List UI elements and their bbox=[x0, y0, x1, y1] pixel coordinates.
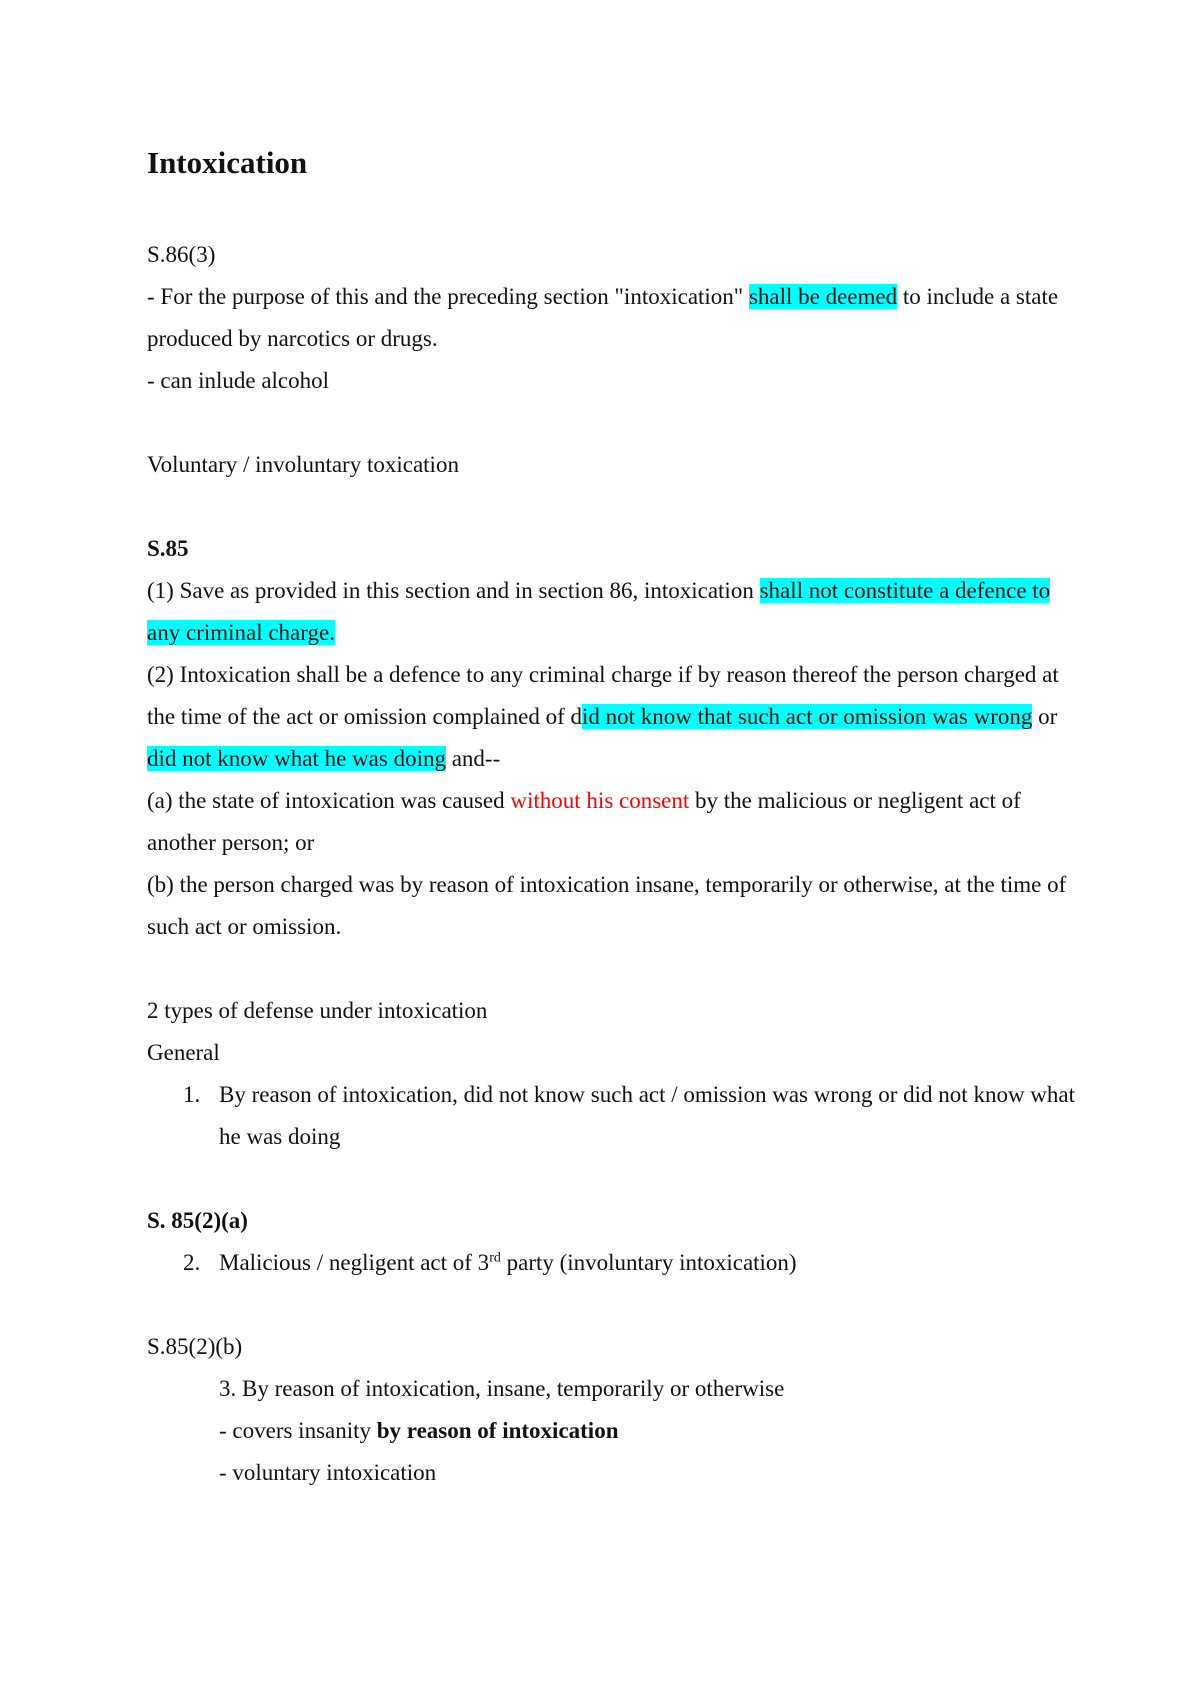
page-title: Intoxication bbox=[147, 145, 308, 180]
highlight: id not know that such act or omission was wrong bbox=[581, 704, 1033, 729]
list-item: 3. By reason of intoxication, insane, temporarily or otherwise bbox=[219, 1376, 785, 1401]
voluntary-heading: Voluntary / involuntary toxication bbox=[147, 452, 459, 477]
types-heading: 2 types of defense under intoxication bbox=[147, 998, 488, 1023]
s86-heading: S.86(3) bbox=[147, 242, 216, 267]
list-item: 2. Malicious / negligent act of 3rd party (involuntary intoxication) bbox=[183, 1250, 797, 1275]
s85-2b-heading: S.85(2)(b) bbox=[147, 1334, 243, 1359]
covers-note: - covers insanity by reason of intoxication bbox=[219, 1418, 619, 1443]
s85-clause-b: (b) the person charged was by reason of intoxication insane, temporarily or otherwise, at the time of such act or omission. bbox=[147, 872, 1067, 939]
highlight: did not know what he was doing bbox=[147, 746, 446, 771]
document-body bbox=[147, 140, 1077, 1494]
list-item: 1. By reason of intoxication, did not know such act / omission was wrong or did not know what he was doing bbox=[183, 1082, 1076, 1149]
s86-definition: - For the purpose of this and the preceding section "intoxication" shall be deemed to include a state produced by narcotics or drugs. bbox=[147, 284, 1059, 351]
s85-2a-heading: S. 85(2)(a) bbox=[147, 1208, 248, 1233]
s85-subsection-2: (2) Intoxication shall be a defence to any criminal charge if by reason thereof the person charged at the time of the act or omission complained of did not know that such act or omission was wrong or did not know what he was doing and-- bbox=[147, 662, 1059, 771]
s85-heading: S.85 bbox=[147, 536, 189, 561]
s85-clause-a: (a) the state of intoxication was caused without his consent by the malicious or negligent act of another person; or bbox=[147, 788, 1021, 855]
highlight: shall be deemed bbox=[748, 284, 898, 309]
red-text: without his consent bbox=[510, 788, 690, 813]
s86-note: - can inlude alcohol bbox=[147, 368, 330, 393]
voluntary-note: - voluntary intoxication bbox=[219, 1460, 437, 1485]
general-label: General bbox=[147, 1040, 220, 1065]
highlight: shall not constitute a defence to any criminal charge. bbox=[147, 578, 1051, 645]
s85-subsection-1: (1) Save as provided in this section and in section 86, intoxication shall not constitute a defence to any criminal charge. bbox=[147, 578, 1051, 645]
